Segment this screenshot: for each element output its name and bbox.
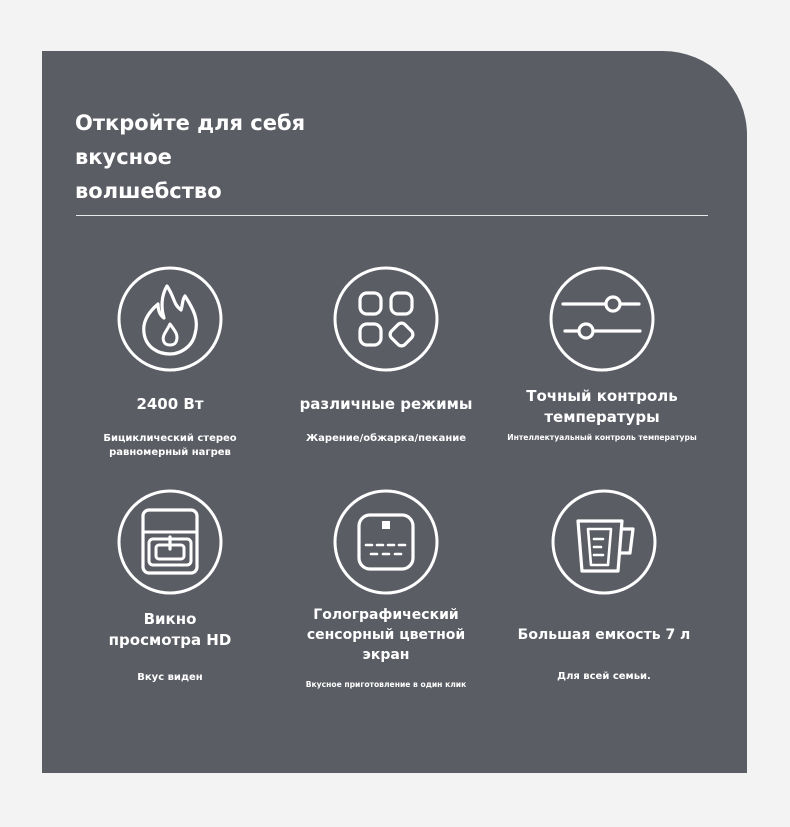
feature-window xyxy=(65,487,275,685)
title-line: волшебство xyxy=(75,179,222,203)
feature-heading: Голографический сенсорный цветной экран xyxy=(306,607,466,663)
feature-temperature xyxy=(491,264,713,445)
feature-subtitle: Вкус виден xyxy=(137,672,203,683)
feature-subtitle: Для всей семьи. xyxy=(557,671,651,682)
touchscreen-icon xyxy=(331,487,441,597)
page-title xyxy=(75,106,305,208)
feature-heading: Викно просмотра HD xyxy=(108,610,232,649)
feature-power xyxy=(65,264,275,460)
flame-icon xyxy=(115,264,225,374)
feature-subtitle: Интеллектуальный контроль температуры xyxy=(507,433,697,442)
feature-touchscreen xyxy=(281,487,491,692)
feature-heading: Точный контроль температуры xyxy=(526,387,678,426)
title-line: Откройте для себя xyxy=(75,111,306,135)
feature-subtitle: Бициклический стерео равномерный нагрев xyxy=(103,433,237,458)
title-divider xyxy=(76,215,708,216)
feature-heading: Большая емкость 7 л xyxy=(517,627,691,643)
feature-heading: 2400 Вт xyxy=(136,395,204,413)
basket-capacity-icon xyxy=(549,487,659,597)
feature-panel xyxy=(42,51,747,773)
feature-modes xyxy=(281,264,491,446)
modes-grid-icon xyxy=(331,264,441,374)
feature-heading: различные режимы xyxy=(299,395,473,413)
feature-capacity xyxy=(499,487,709,684)
window-icon xyxy=(115,487,225,597)
feature-subtitle: Жарение/обжарка/пекание xyxy=(305,433,467,444)
title-line: вкусное xyxy=(75,145,172,169)
sliders-icon xyxy=(547,264,657,374)
feature-subtitle: Вкусное приготовление в один клик xyxy=(305,680,467,689)
